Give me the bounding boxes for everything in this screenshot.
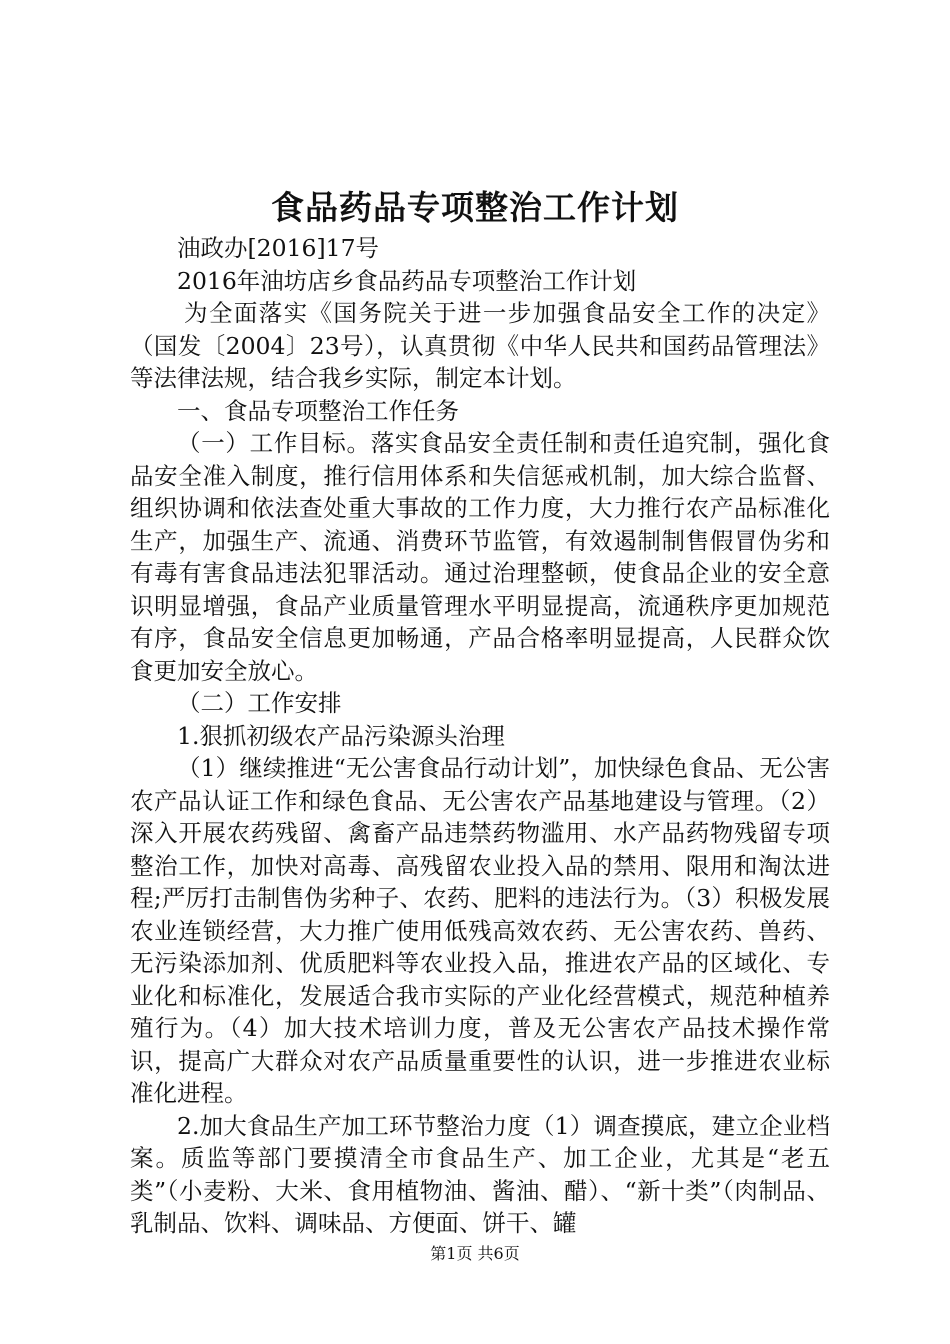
- paragraph-item-2: 2.加大食品生产加工环节整治力度（1）调查摸底，建立企业档案。质监等部门要摸清全市食品生产、加工企业，尤其是“老五类”（小麦粉、大米、食用植物油、酱油、醋）、“新十类”（肉制品、乳制品、饮料、调味品、方便面、饼干、罐: [130, 1111, 830, 1237]
- paragraph-work-goal: （一）工作目标。落实食品安全责任制和责任追究制，强化食品安全准入制度，推行信用体系和失信惩戒机制，加大综合监督、组织协调和依法查处重大事故的工作力度，大力推行农产品标准化生产，加强生产、流通、消费环节监管，有效遏制制售假冒伪劣和有毒有害食品违法犯罪活动。通过治理整顿，使食品企业的安全意识明显增强，食品产业质量管理水平明显提高，流通秩序更加规范有序，食品安全信息更加畅通，产品合格率明显提高，人民群众饮食更加安全放心。: [130, 429, 830, 685]
- document-number: 油政办[2016]17号: [177, 234, 380, 262]
- paragraph-intro: 为全面落实《国务院关于进一步加强食品安全工作的决定》（国发〔2004〕23号），认真贯彻《中华人民共和国药品管理法》等法律法规，结合我乡实际，制定本计划。: [130, 299, 830, 392]
- item-heading-1: 1.狠抓初级农产品污染源头治理: [177, 721, 505, 750]
- subsection-heading-2: （二）工作安排: [177, 689, 342, 717]
- paragraph-item-1: （1）继续推进“无公害食品行动计划”，加快绿色食品、无公害农产品认证工作和绿色食品、无公害农产品基地建设与管理。（2）深入开展农药残留、禽畜产品违禁药物滥用、水产品药物残留专项整治工作，加快对高毒、高残留农业投入品的禁用、限用和淘汰进程;严厉打击制售伪劣种子、农药、肥料的违法行为。（3）积极发展农业连锁经营，大力推广使用低残高效农药、无公害农药、兽药、无污染添加剂、优质肥料等农业投入品，推进农产品的区域化、专业化和标准化，发展适合我市实际的产业化经营模式，规范种植养殖行为。（4）加大技术培训力度，普及无公害农产品技术操作常识，提高广大群众对农产品质量重要性的认识，进一步推进农业标准化进程。: [130, 754, 830, 1107]
- document-title: 食品药品专项整治工作计划: [271, 188, 679, 227]
- document-body: [130, 232, 830, 1240]
- plan-subtitle: 2016年油坊店乡食品药品专项整治工作计划: [177, 266, 637, 295]
- section-heading-1: 一、食品专项整治工作任务: [177, 396, 459, 425]
- page-indicator: 第1页 共6页: [430, 1244, 520, 1263]
